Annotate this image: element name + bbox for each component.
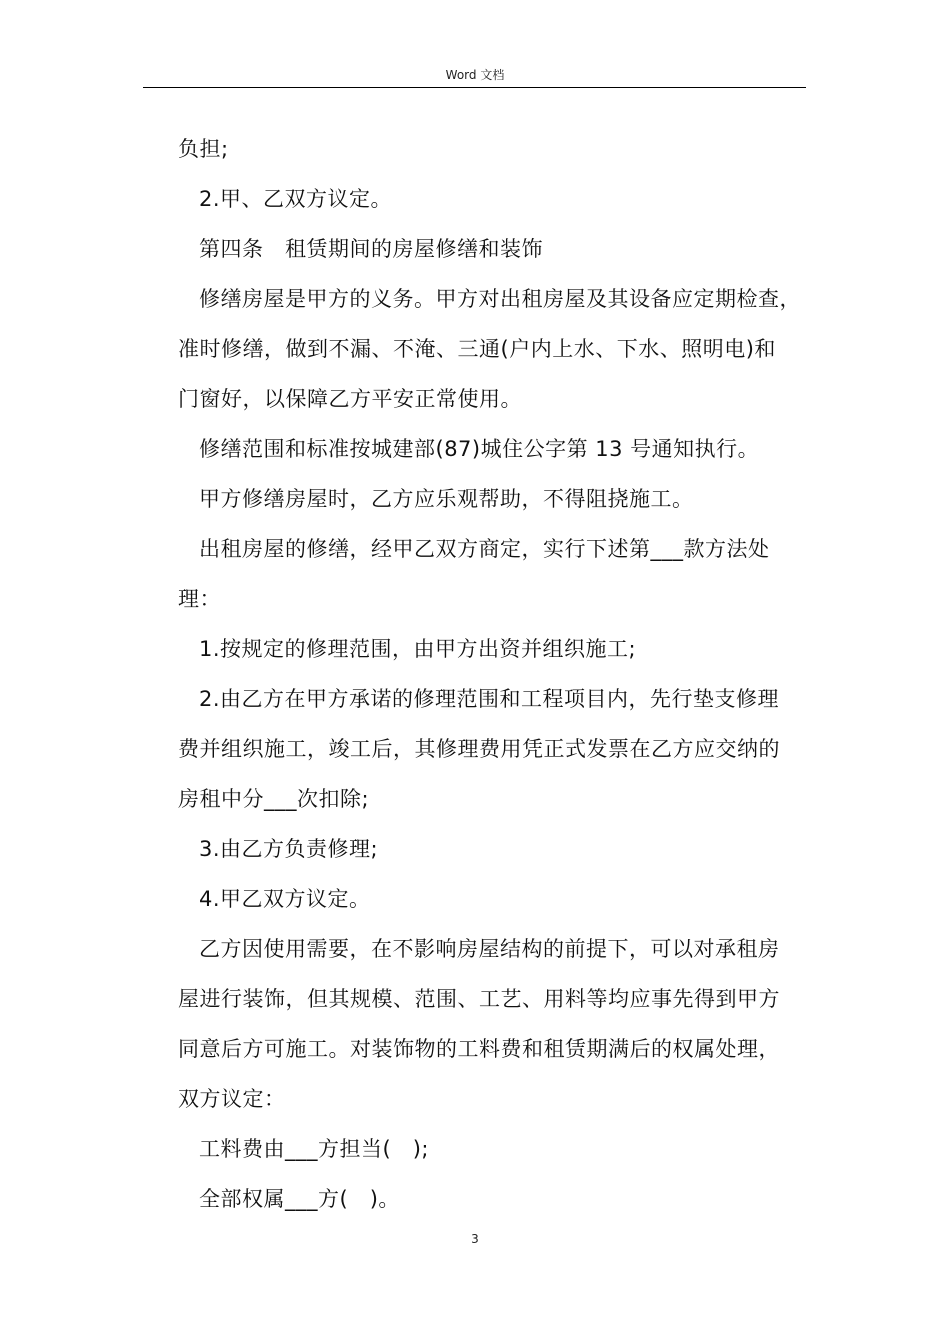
text-line: 修缮范围和标准按城建部(87)城住公字第 13 号通知执行。 xyxy=(199,437,760,461)
page-number: 3 xyxy=(471,1232,479,1246)
text-line: 双方议定： xyxy=(178,1087,286,1111)
text-line: 2.甲、乙双方议定。 xyxy=(199,187,393,211)
header-title: Word 文档 xyxy=(445,68,505,82)
text-line: 全部权属___方( )。 xyxy=(199,1187,400,1211)
text-line: 门窗好，以保障乙方平安正常使用。 xyxy=(178,387,522,411)
document-body xyxy=(178,124,818,1224)
section-heading: 第四条 租赁期间的房屋修缮和装饰 xyxy=(199,237,543,261)
text-line: 工料费由___方担当( ); xyxy=(199,1137,429,1161)
text-line: 甲方修缮房屋时，乙方应乐观帮助，不得阻挠施工。 xyxy=(199,487,694,511)
list-item: 2.由乙方在甲方承诺的修理范围和工程项目内，先行垫支修理 xyxy=(199,687,780,711)
text-line: 房租中分___次扣除; xyxy=(178,787,370,811)
text-line: 费并组织施工，竣工后，其修理费用凭正式发票在乙方应交纳的 xyxy=(178,737,780,761)
list-item: 1.按规定的修理范围，由甲方出资并组织施工; xyxy=(199,637,637,661)
header-divider xyxy=(143,87,806,88)
text-line: 出租房屋的修缮，经甲乙双方商定，实行下述第___款方法处 xyxy=(199,537,770,561)
text-line: 准时修缮，做到不漏、不淹、三通(户内上水、下水、照明电)和 xyxy=(178,337,776,361)
text-line: 理： xyxy=(178,587,221,611)
list-item: 4.甲乙双方议定。 xyxy=(199,887,371,911)
text-line: 负担; xyxy=(178,137,229,161)
text-line: 屋进行装饰，但其规模、范围、工艺、用料等均应事先得到甲方 xyxy=(178,987,780,1011)
text-line: 乙方因使用需要，在不影响房屋结构的前提下，可以对承租房 xyxy=(199,937,780,961)
text-line: 修缮房屋是甲方的义务。甲方对出租房屋及其设备应定期检查， xyxy=(199,287,801,311)
list-item: 3.由乙方负责修理; xyxy=(199,837,379,861)
text-line: 同意后方可施工。对装饰物的工料费和租赁期满后的权属处理， xyxy=(178,1037,780,1061)
